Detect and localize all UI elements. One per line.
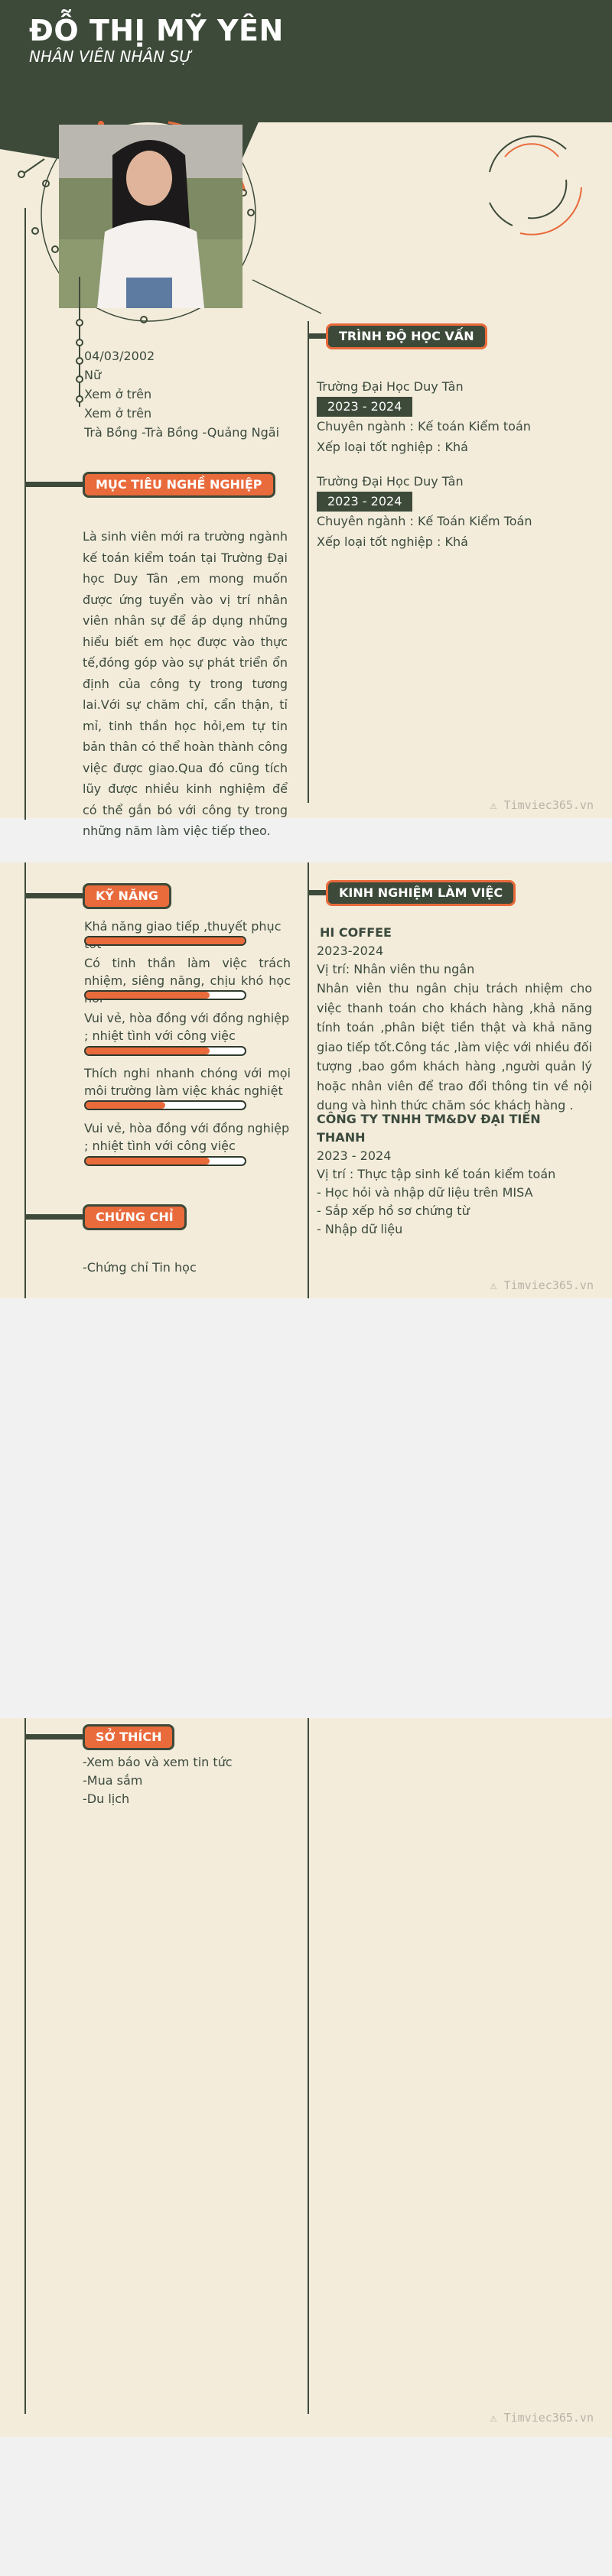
experience-role: Vị trí : Thực tập sinh kế toán kiểm toán [317, 1167, 556, 1181]
address: Trà Bồng -Trà Bồng -Quảng Ngãi [84, 425, 280, 440]
gender: Nữ [84, 368, 102, 382]
email: Xem ở trên [84, 406, 152, 421]
skill-fill [86, 1102, 165, 1109]
candidate-name: ĐỖ THỊ MỸ YÊN [29, 14, 284, 47]
experience-task: - Sắp xếp hồ sơ chứng từ [317, 1204, 470, 1218]
birthday: 04/03/2002 [84, 349, 155, 363]
experience-item [317, 1110, 592, 1239]
objective-text: Là sinh viên mới ra trường ngành kế toán kiểm toán tại Trường Đại học Duy Tân ,em mong muốn được ứng tuyển vào vị trí nhân viên nhân sự để áp dụng những hiểu biết em học được vào thực tế,đóng góp vào sự phát triển ổn định của công ty trong tương lai.Với sự chăm chỉ, cẩn thận, tỉ mỉ, tinh thần học hỏi,em tự tin bản thân có thể hoàn thành công việc được giao.Qua đó cũng tích lũy được nhiều kinh nghiệm để có thể gắn bó với công ty trong những năm làm việc tiếp theo. [83, 529, 288, 838]
left-timeline [24, 862, 26, 1298]
education-years: 2023 - 2024 [317, 397, 412, 417]
education-heading: TRÌNH ĐỘ HỌC VẤN [326, 323, 487, 349]
watermark-icon: ⚠ [490, 798, 504, 812]
skill-name: Vui vẻ, hòa đồng với đồng nghiệp ; nhiệt tình với công việc [84, 1011, 290, 1043]
skills-heading: KỸ NĂNG [83, 883, 171, 909]
left-timeline [24, 1718, 26, 2414]
experience-task: - Học hỏi và nhập dữ liệu trên MISA [317, 1185, 533, 1200]
watermark: ⚠ Timviec365.vn [490, 798, 594, 812]
phone: Xem ở trên [84, 387, 152, 401]
skill-bar [84, 936, 246, 946]
center-divider [308, 862, 309, 1298]
center-divider [308, 321, 309, 803]
candidate-title: NHÂN VIÊN NHÂN SỰ [29, 47, 192, 66]
education-major: Chuyên ngành : Kế toán Kiểm toán [317, 419, 531, 434]
skill-bar [84, 1156, 246, 1166]
certificates-bar [26, 1214, 87, 1220]
watermark: ⚠ Timviec365.vn [490, 1278, 594, 1292]
hobbies-heading: SỞ THÍCH [83, 1724, 174, 1750]
skills-bar [26, 893, 87, 898]
watermark: ⚠ Timviec365.vn [490, 2411, 594, 2425]
education-school: Trường Đại Học Duy Tân [317, 474, 464, 489]
experience-heading: KINH NGHIỆM LÀM VIỆC [326, 880, 516, 906]
certificate-item: -Chứng chỉ Tin học [83, 1260, 197, 1275]
corner-decoration [474, 126, 589, 241]
cv-page-1 [0, 0, 612, 838]
education-years: 2023 - 2024 [317, 492, 412, 512]
objective-bar [26, 482, 87, 487]
certificates-heading: CHỨNG CHỈ [83, 1204, 187, 1230]
experience-item [317, 924, 592, 1116]
skill-fill [86, 937, 245, 944]
watermark-icon: ⚠ [490, 1278, 504, 1292]
education-school: Trường Đại Học Duy Tân [317, 379, 464, 394]
skill-fill [86, 992, 210, 999]
left-timeline [24, 208, 26, 820]
hobbies-bar [26, 1734, 87, 1740]
education-item [317, 378, 592, 456]
experience-company: CÔNG TY TNHH TM&DV ĐẠI TIẾN THANH [317, 1112, 541, 1145]
education-grade: Xếp loại tốt nghiệp : Khá [317, 440, 468, 454]
skill-name: Vui vẻ, hòa đồng với đồng nghiệp ; nhiệt tình với công việc [84, 1121, 290, 1153]
experience-role: Vị trí: Nhân viên thu ngân [317, 962, 475, 976]
hobby-item: -Du lịch [83, 1792, 130, 1806]
experience-description: Nhân viên thu ngân chịu trách nhiệm cho việc thanh toán cho khách hàng ,khả năng tính toán ,phân biệt tiền thật và khả năng giao tiếp tốt.Công tác ,làm việc với nhiều đối tượng ,bao gồm khách hàng ,người quản lý hoặc nhân viên để trao đổi thông tin về nội dung và hình thức chăm sóc khách hàng . [317, 981, 592, 1113]
experience-years: 2023 - 2024 [317, 1148, 392, 1163]
skill-name: Có tinh thần làm việc trách nhiệm, siêng năng, chịu khó học [84, 956, 291, 988]
objective-heading: MỤC TIÊU NGHỀ NGHIỆP [83, 472, 275, 498]
education-grade: Xếp loại tốt nghiệp : Khá [317, 534, 468, 549]
skill-bar [84, 990, 246, 1000]
education-major: Chuyên ngành : Kế Toán Kiểm Toán [317, 514, 532, 528]
cv-page-3 [0, 1718, 612, 2437]
skill-fill [86, 1158, 210, 1165]
skill-name: Thích nghi nhanh chóng với mọi môi trường làm việc khác nghiệt [84, 1066, 291, 1098]
hobby-item: -Xem báo và xem tin tức [83, 1755, 233, 1769]
experience-years: 2023-2024 [317, 944, 384, 958]
cv-page-2 [0, 862, 612, 1298]
experience-task: - Nhập dữ liệu [317, 1222, 403, 1236]
timeline-corner [14, 158, 44, 173]
education-item [317, 473, 592, 551]
skill-name: Khả năng giao tiếp ,thuyết phục [84, 919, 282, 934]
skill-fill [86, 1048, 210, 1054]
watermark-icon: ⚠ [490, 2411, 504, 2425]
skill-bar [84, 1046, 246, 1056]
experience-company: HI COFFEE [320, 925, 392, 940]
skill-bar [84, 1100, 246, 1110]
center-divider [308, 1718, 309, 2414]
hobby-item: -Mua sắm [83, 1773, 143, 1788]
